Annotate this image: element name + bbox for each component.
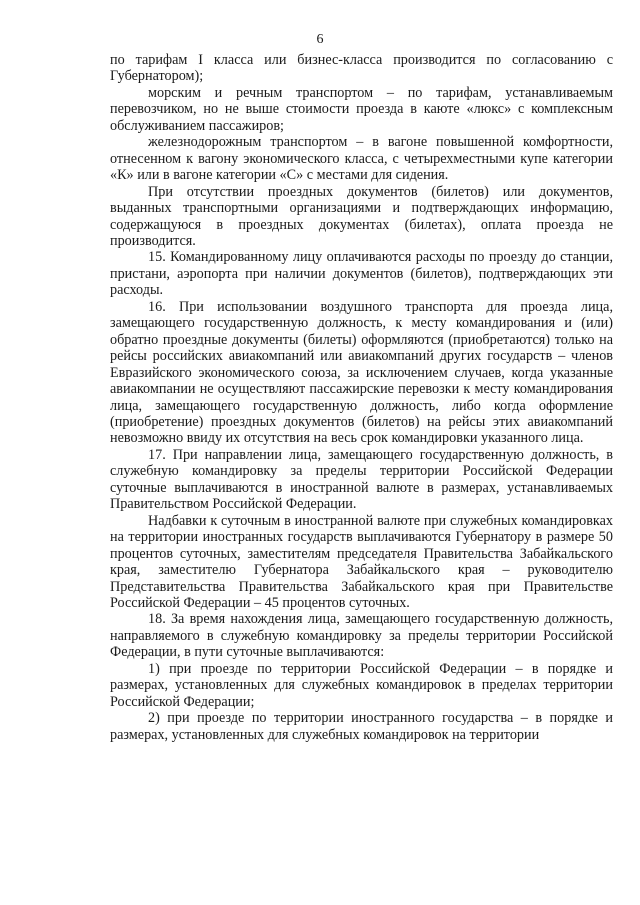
- paragraph-clause-16: 16. При использовании воздушного транспорта для проезда лица, замещающего государственную должность, к месту командирования и (или) обратно проездные документы (билеты) оформляются (приобретаются) только на рейсы российских авиакомпаний или авиакомпаний других государств – членов Евразийского экономического союза, за исключением случаев, когда указанные авиакомпании не осуществляют пассажирские перевозки к месту командирования лица, замещающего государственную должность, либо когда оформление (приобретение) проездных документов (билетов) на рейсы этих авиакомпаний невозможно ввиду их отсутствия на весь срок командировки указанного лица.: [110, 298, 613, 447]
- paragraph-subitem-1: 1) при проезде по территории Российской Федерации – в порядке и размерах, установленных для служебных командировок в пределах территории Российской Федерации;: [110, 660, 613, 710]
- document-body: [110, 52, 613, 743]
- paragraph-clause-18: 18. За время нахождения лица, замещающего государственную должность, направляемого в служебную командировку за пределы территории Российской Федерации, в пути суточные выплачиваются:: [110, 611, 613, 661]
- page-number: 6: [316, 32, 324, 47]
- paragraph-clause-17: 17. При направлении лица, замещающего государственную должность, в служебную командировку за пределы территории Российской Федерации суточные выплачиваются в иностранной валюте в размерах, устанавливаемых Правительством Российской Федерации.: [110, 446, 613, 513]
- paragraph: железнодорожным транспортом – в вагоне повышенной комфортности, отнесенном к вагону экономического класса, с четырехместными купе категории «К» или в вагоне категории «С» с местами для сидения.: [110, 134, 613, 184]
- paragraph: Надбавки к суточным в иностранной валюте при служебных командировках на территории иностранных государств выплачиваются Губернатору в размере 50 процентов суточных, заместителям председателя Правительства Забайкальского края, заместителю Губернатора Забайкальского края – руководителю Представительства Правительства Забайкальского края при Правительстве Российской Федерации – 45 процентов суточных.: [110, 512, 613, 611]
- paragraph-subitem-2: 2) при проезде по территории иностранного государства – в порядке и размерах, установленных для служебных командировок на территории: [110, 710, 613, 743]
- paragraph: морским и речным транспортом – по тарифам, устанавливаемым перевозчиком, но не выше стоимости проезда в каюте «люкс» с комплексным обслуживанием пассажиров;: [110, 84, 613, 134]
- paragraph: При отсутствии проездных документов (билетов) или документов, выданных транспортными организациями и подтверждающих информацию, содержащуюся в проездных документах (билетах), оплата проезда не производится.: [110, 183, 613, 249]
- paragraph-clause-15: 15. Командированному лицу оплачиваются расходы по проезду до станции, пристани, аэропорта при наличии документов (билетов), подтверждающих эти расходы.: [110, 249, 613, 299]
- paragraph: по тарифам I класса или бизнес-класса производится по согласованию с Губернатором);: [110, 52, 613, 85]
